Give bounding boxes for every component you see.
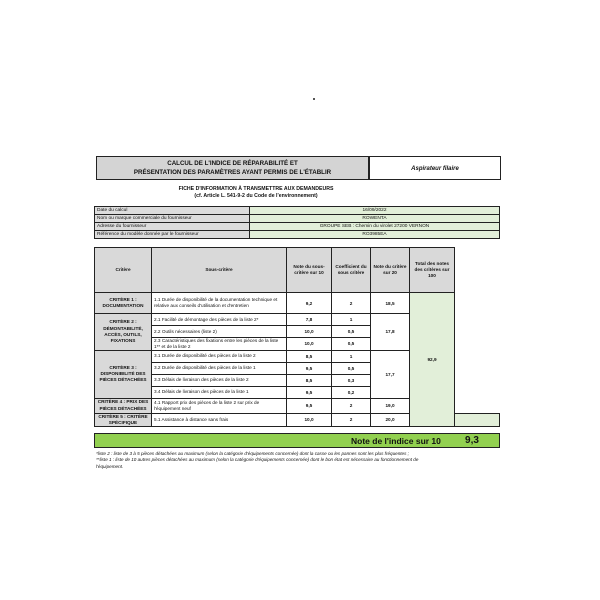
total-spacer xyxy=(455,413,500,426)
sub-criterion-coef: 0,5 xyxy=(332,326,371,338)
sub-criterion-label: 4.1 Rapport prix des pièces de la liste 2 sur prix de l'équipement neuf xyxy=(152,398,287,413)
footnote-2: **liste 1 : liste de 10 autres pièces détachées au maximum (selon la catégorie d'équipements concernée) dont le bon état est nécessaire au fonctionnement de xyxy=(96,457,419,463)
subtitle-line-1: FICHE D'INFORMATION À TRANSMETTRE AUX DEMANDEURS xyxy=(178,186,334,192)
criterion-score: 20,0 xyxy=(371,413,410,426)
title-line-1: CALCUL DE L'INDICE DE RÉPARABILITÉ ET xyxy=(167,160,298,167)
info-row xyxy=(95,231,500,239)
stray-dot xyxy=(313,98,315,100)
criterion-name: CRITÈRE 2 : DÉMONTABILITÉ, ACCÈS, OUTILS, FIXATIONS xyxy=(95,314,152,351)
sub-criterion-note: 10,0 xyxy=(287,326,332,338)
criterion-score: 17,8 xyxy=(371,314,410,351)
criterion-name: CRITÈRE 4 : PRIX DES PIÈCES DÉTACHÉES xyxy=(95,398,152,413)
sub-criterion-label: 2.3 Caractéristiques des fixations entre les pièces de la liste 1** et de la liste 2 xyxy=(152,338,287,351)
header-coefficient: Coefficient du sous critère xyxy=(332,248,371,293)
total-score: 92,9 xyxy=(410,293,455,427)
info-value: GROUPE SEB : Chemin du virolet 27200 VERNON xyxy=(250,223,500,231)
title-line-2: PRÉSENTATION DES PARAMÈTRES AYANT PERMIS DE L'ÉTABLIR xyxy=(133,168,332,176)
info-label: Date du calcul xyxy=(95,207,250,215)
subtitle-line-2: (cf. Article L. 541-9-2 du Code de l'environnement) xyxy=(194,193,318,199)
footnote-1: *liste 2 : liste de 3 à 5 pièces détachées au maximum (selon la catégorie d'équipements concernée) dont la casse ou les pannes sont les plus fréquentes ; xyxy=(96,451,409,456)
table-row xyxy=(95,293,500,314)
info-value: 16/09/2022 xyxy=(250,207,500,215)
supplier-info-table xyxy=(94,206,500,239)
sub-criterion-label: 5.1 Assistance à distance sans frais xyxy=(152,413,287,426)
sub-criterion-label: 2.1 Facilité de démontage des pièces de la liste 2* xyxy=(152,314,287,326)
sub-criterion-coef: 2 xyxy=(332,398,371,413)
sub-criterion-coef: 1 xyxy=(332,314,371,326)
sub-criterion-note: 8,5 xyxy=(287,374,332,386)
final-score-value: 9,3 xyxy=(465,435,479,446)
sub-criterion-label: 2.2 Outils nécessaires (liste 2) xyxy=(152,326,287,338)
criterion-name: CRITÈRE 1 : DOCUMENTATION xyxy=(95,293,152,314)
footnotes xyxy=(96,451,506,470)
criterion-name: CRITÈRE 3 : DISPONIBILITÉ DES PIÈCES DÉTACHÉES xyxy=(95,350,152,398)
criterion-score: 18,5 xyxy=(371,293,410,314)
sub-criterion-coef: 0,5 xyxy=(332,362,371,374)
info-label: Référence du modèle donnée par le fournisseur xyxy=(95,231,250,239)
info-value: ROWENTA xyxy=(250,215,500,223)
sub-criterion-coef: 1 xyxy=(332,350,371,362)
header-note-sous-critere: Note du sous-critère sur 10 xyxy=(287,248,332,293)
product-type: Aspirateur filaire xyxy=(369,156,501,180)
criteria-table xyxy=(94,247,500,427)
final-score-bar xyxy=(94,433,500,448)
info-row xyxy=(95,223,500,231)
sub-criterion-note: 8,5 xyxy=(287,350,332,362)
sub-criterion-coef: 2 xyxy=(332,293,371,314)
info-label: Nom ou marque commerciale du fournisseur xyxy=(95,215,250,223)
sub-criterion-label: 1.1 Durée de disponibilité de la documentation technique et relative aux conseils d'utilisation et d'entretien xyxy=(152,293,287,314)
sub-criterion-note: 10,0 xyxy=(287,338,332,351)
sub-criterion-note: 9,5 xyxy=(287,362,332,374)
criterion-score: 19,0 xyxy=(371,398,410,413)
sub-criterion-label: 3.4 Délais de livraison des pièces de la liste 1 xyxy=(152,386,287,398)
info-value: RO3985EA xyxy=(250,231,500,239)
header-total: Total des notes des critères sur 100 xyxy=(410,248,455,293)
sub-criterion-label: 3.1 Durée de disponibilité des pièces de la liste 2 xyxy=(152,350,287,362)
header-critere: Critère xyxy=(95,248,152,293)
sub-criterion-label: 3.2 Durée de disponibilité des pièces de la liste 1 xyxy=(152,362,287,374)
info-row xyxy=(95,207,500,215)
sub-criterion-coef: 0,5 xyxy=(332,338,371,351)
document-title xyxy=(96,156,369,180)
final-score-label: Note de l'indice sur 10 xyxy=(351,436,441,446)
sub-criterion-note: 7,8 xyxy=(287,314,332,326)
sub-criterion-coef: 0,2 xyxy=(332,386,371,398)
info-label: Adresse du fournisseur xyxy=(95,223,250,231)
sub-criterion-coef: 0,3 xyxy=(332,374,371,386)
header-sous-critere: Sous-critère xyxy=(152,248,287,293)
criterion-name: CRITÈRE 5 : CRITÈRE SPÉCIFIQUE xyxy=(95,413,152,426)
sub-criterion-note: 9,5 xyxy=(287,386,332,398)
table-header-row xyxy=(95,248,500,293)
sub-criterion-note: 9,2 xyxy=(287,293,332,314)
header-note-critere: Note du critère sur 20 xyxy=(371,248,410,293)
sub-criterion-coef: 2 xyxy=(332,413,371,426)
sub-criterion-note: 9,5 xyxy=(287,398,332,413)
sub-criterion-label: 3.3 Délais de livraison des pièces de la liste 2 xyxy=(152,374,287,386)
footnote-3: l'équipement. xyxy=(96,463,124,469)
form-subtitle xyxy=(96,186,416,200)
criterion-score: 17,7 xyxy=(371,350,410,398)
info-row xyxy=(95,215,500,223)
sub-criterion-note: 10,0 xyxy=(287,413,332,426)
